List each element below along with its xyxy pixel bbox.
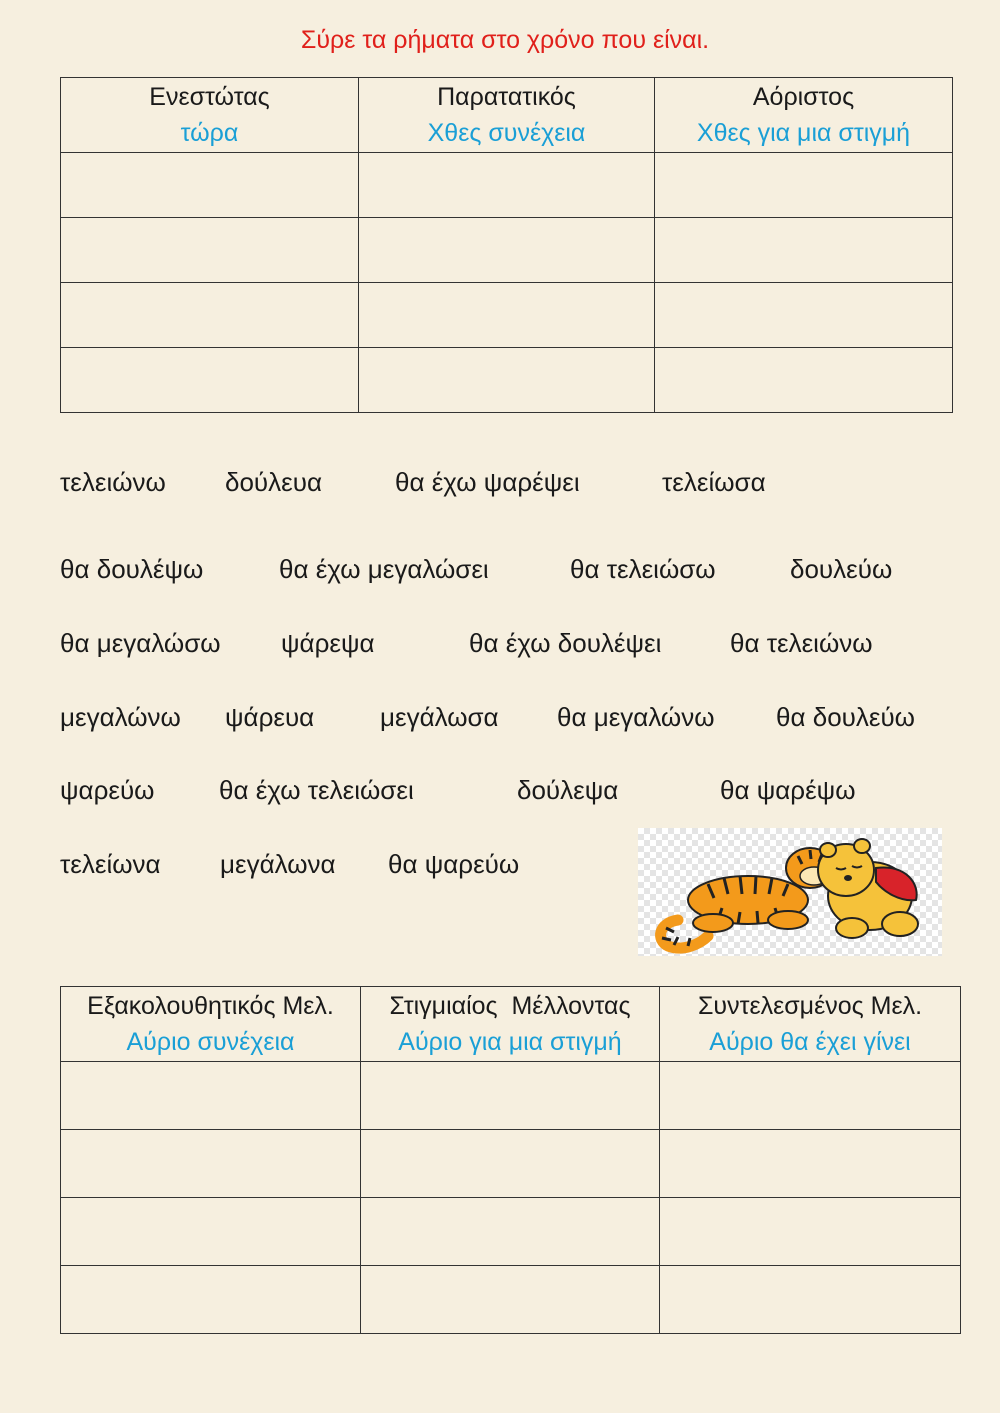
drop-zone-aorist[interactable] (655, 348, 953, 413)
drop-zone-imperfect[interactable] (359, 283, 655, 348)
table-header-row (61, 78, 953, 153)
draggable-word[interactable]: τελειώνω (60, 467, 166, 497)
draggable-word[interactable]: θα μεγαλώνω (557, 702, 715, 732)
table-row (61, 1266, 961, 1334)
draggable-word[interactable]: θα τελειώσω (570, 554, 716, 584)
header-cell-future-perfect (660, 987, 961, 1062)
draggable-word[interactable]: θα δουλέψω (60, 554, 204, 584)
table-row (61, 218, 953, 283)
draggable-word[interactable]: μεγάλωσα (380, 702, 499, 732)
drop-zone-future-continuous[interactable] (61, 1062, 361, 1130)
table-row (61, 1198, 961, 1266)
drop-zone-future-simple[interactable] (361, 1130, 660, 1198)
header-hint: Χθες συνέχεια (427, 119, 586, 147)
draggable-word[interactable]: τελείωσα (662, 467, 766, 497)
header-label: Στιγμιαίος Μέλλοντας (389, 992, 631, 1020)
header-hint: Αύριο θα έχει γίνει (709, 1028, 911, 1056)
tense-table-future (60, 986, 961, 1334)
draggable-word[interactable]: θα έχω τελειώσει (219, 775, 414, 805)
draggable-word[interactable]: μεγαλώνω (60, 702, 181, 732)
cartoon-drawing (638, 828, 942, 956)
drop-zone-imperfect[interactable] (359, 348, 655, 413)
header-label: Ενεστώτας (149, 83, 270, 111)
drop-zone-imperfect[interactable] (359, 153, 655, 218)
table-row (61, 1062, 961, 1130)
drop-zone-present[interactable] (61, 283, 359, 348)
drop-zone-future-continuous[interactable] (61, 1266, 361, 1334)
drop-zone-aorist[interactable] (655, 218, 953, 283)
drop-zone-future-perfect[interactable] (660, 1266, 961, 1334)
tense-table-present-past (60, 77, 953, 413)
header-cell-future-continuous (61, 987, 361, 1062)
drop-zone-future-simple[interactable] (361, 1266, 660, 1334)
table-row (61, 283, 953, 348)
draggable-word[interactable]: θα έχω μεγαλώσει (279, 554, 489, 584)
drop-zone-present[interactable] (61, 348, 359, 413)
drop-zone-present[interactable] (61, 218, 359, 283)
drop-zone-imperfect[interactable] (359, 218, 655, 283)
drop-zone-aorist[interactable] (655, 283, 953, 348)
drop-zone-future-simple[interactable] (361, 1198, 660, 1266)
header-cell-aorist (655, 78, 953, 153)
draggable-word[interactable]: τελείωνα (60, 849, 161, 879)
draggable-word[interactable]: θα δουλεύω (776, 702, 915, 732)
drop-zone-aorist[interactable] (655, 153, 953, 218)
drop-zone-future-continuous[interactable] (61, 1198, 361, 1266)
draggable-word[interactable]: δούλεψα (517, 775, 619, 805)
drop-zone-future-perfect[interactable] (660, 1130, 961, 1198)
draggable-word[interactable]: δούλευα (225, 467, 322, 497)
table-row (61, 1130, 961, 1198)
draggable-word[interactable]: ψάρευα (225, 702, 315, 732)
draggable-word[interactable]: ψαρεύω (60, 775, 155, 805)
draggable-word[interactable]: θα έχω δουλέψει (469, 628, 662, 658)
draggable-word[interactable]: θα ψαρεύω (388, 849, 520, 879)
sleeping-tigger-pooh-illustration (638, 828, 942, 956)
table-header-row (61, 987, 961, 1062)
drop-zone-future-perfect[interactable] (660, 1198, 961, 1266)
header-label: Συντελεσμένος Μελ. (697, 992, 923, 1020)
table-row (61, 348, 953, 413)
header-hint: Χθες για μια στιγμή (696, 119, 911, 147)
header-hint: τώρα (180, 119, 239, 147)
drop-zone-future-continuous[interactable] (61, 1130, 361, 1198)
page-title: Σύρε τα ρήματα στο χρόνο που είναι. (300, 26, 710, 54)
header-cell-present (61, 78, 359, 153)
header-label: Εξακολουθητικός Μελ. (87, 992, 334, 1020)
drop-zone-future-perfect[interactable] (660, 1062, 961, 1130)
draggable-word[interactable]: δουλεύω (790, 554, 893, 584)
draggable-word[interactable]: ψάρεψα (281, 628, 375, 658)
header-cell-imperfect (359, 78, 655, 153)
draggable-word[interactable]: θα μεγαλώσω (60, 628, 221, 658)
header-hint: Αύριο για μια στιγμή (398, 1028, 622, 1056)
draggable-word[interactable]: θα έχω ψαρέψει (395, 467, 580, 497)
drop-zone-future-simple[interactable] (361, 1062, 660, 1130)
draggable-word[interactable]: θα ψαρέψω (720, 775, 856, 805)
drop-zone-present[interactable] (61, 153, 359, 218)
draggable-word[interactable]: θα τελειώνω (730, 628, 873, 658)
header-label: Παρατατικός (437, 83, 576, 111)
draggable-word[interactable]: μεγάλωνα (220, 849, 336, 879)
table-row (61, 153, 953, 218)
header-label: Αόριστος (752, 83, 855, 111)
header-cell-future-simple (361, 987, 660, 1062)
header-hint: Αύριο συνέχεια (126, 1028, 295, 1056)
